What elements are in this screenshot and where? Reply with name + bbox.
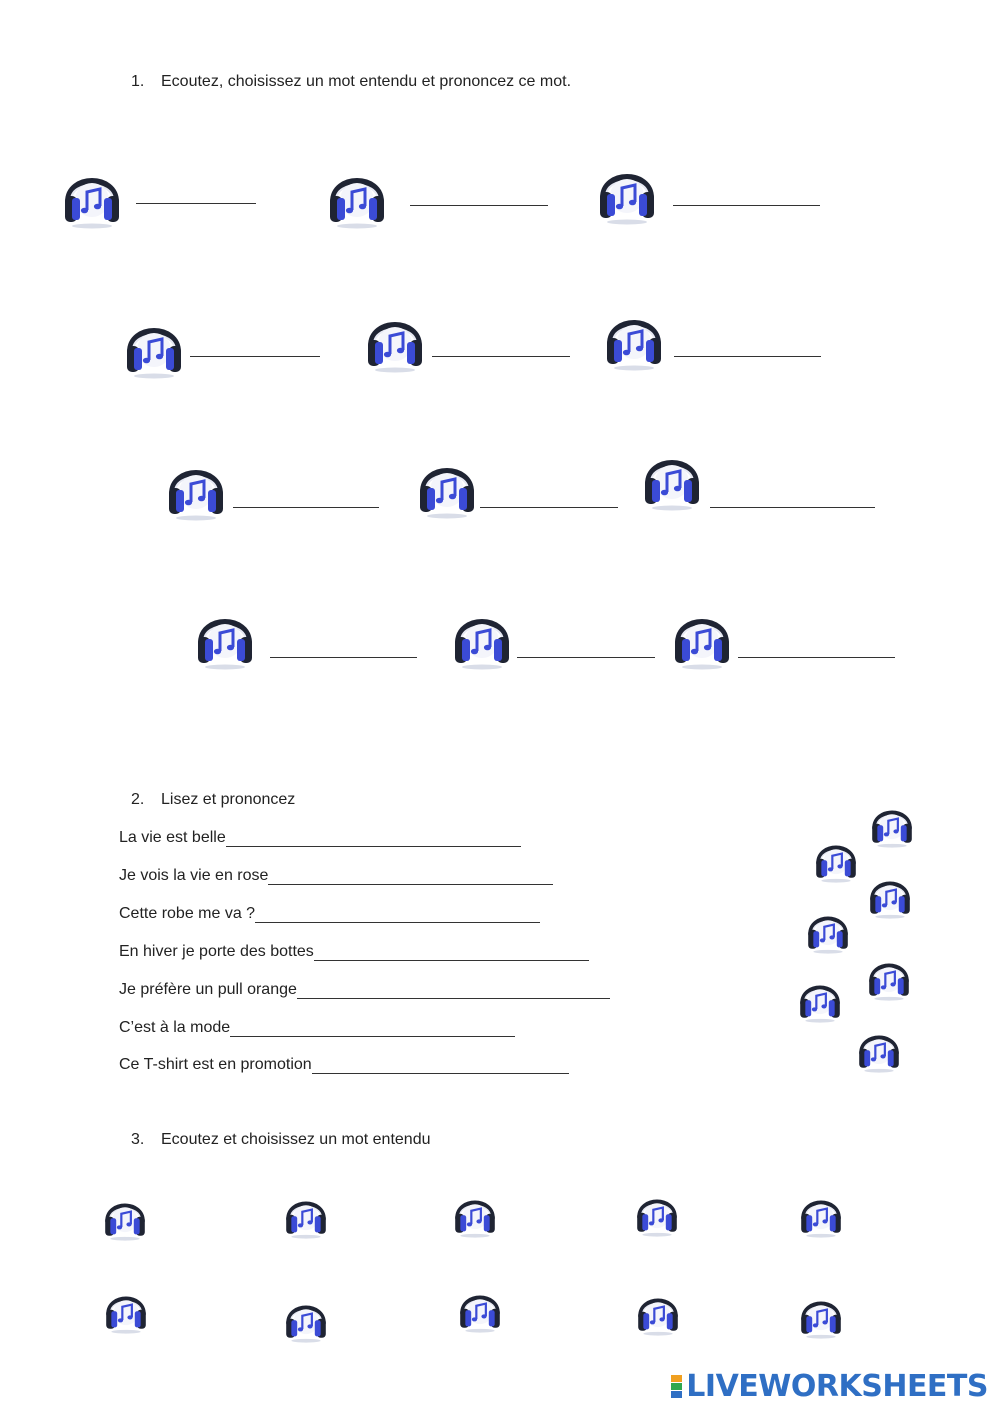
headphones-icon[interactable] (799, 1187, 843, 1239)
exercise-2-heading (131, 791, 295, 809)
sentence-text: Je préfère un pull orange (119, 981, 297, 998)
sentence-row (119, 829, 521, 847)
headphones-icon[interactable] (806, 903, 850, 955)
answer-blank[interactable] (517, 657, 655, 658)
answer-blank[interactable] (673, 205, 820, 206)
exercise-3-heading (131, 1131, 431, 1149)
answer-blank[interactable] (738, 657, 895, 658)
sentence-text: En hiver je porte des bottes (119, 943, 314, 960)
headphones-icon[interactable] (284, 1188, 328, 1240)
headphones-icon[interactable] (458, 1282, 502, 1334)
headphones-icon[interactable] (124, 310, 184, 380)
answer-blank[interactable] (190, 356, 320, 357)
sentence-row (119, 867, 553, 885)
liveworksheets-logo (671, 1369, 988, 1404)
sentence-blank[interactable] (226, 832, 521, 847)
exercise-2-number: 2. (131, 791, 145, 808)
headphones-icon[interactable] (452, 601, 512, 671)
headphones-icon[interactable] (636, 1285, 680, 1337)
headphones-icon[interactable] (672, 601, 732, 671)
logo-text: LIVEWORKSHEETS (686, 1369, 988, 1404)
sentence-blank[interactable] (314, 946, 589, 961)
headphones-icon[interactable] (104, 1283, 148, 1335)
exercise-3-number: 3. (131, 1131, 145, 1148)
headphones-icon[interactable] (798, 972, 842, 1024)
answer-blank[interactable] (233, 507, 379, 508)
sentence-row (119, 905, 540, 923)
headphones-icon[interactable] (870, 797, 914, 849)
answer-blank[interactable] (674, 356, 821, 357)
headphones-icon[interactable] (642, 442, 702, 512)
headphones-icon[interactable] (814, 832, 858, 884)
headphones-icon[interactable] (453, 1187, 497, 1239)
exercise-1-number: 1. (131, 73, 145, 90)
sentence-text: Cette robe me va ? (119, 905, 256, 922)
headphones-icon[interactable] (166, 452, 226, 522)
headphones-icon[interactable] (597, 156, 657, 226)
answer-blank[interactable] (410, 205, 548, 206)
answer-blank[interactable] (432, 356, 570, 357)
headphones-icon[interactable] (284, 1292, 328, 1344)
sentence-row (119, 943, 589, 961)
sentence-text: Ce T-shirt est en promotion (119, 1056, 312, 1073)
headphones-icon[interactable] (867, 950, 911, 1002)
sentence-blank[interactable] (268, 870, 553, 885)
headphones-icon[interactable] (62, 160, 122, 230)
headphones-icon[interactable] (604, 302, 664, 372)
sentence-blank[interactable] (230, 1022, 515, 1037)
headphones-icon[interactable] (857, 1022, 901, 1074)
sentence-blank[interactable] (312, 1059, 569, 1074)
answer-blank[interactable] (710, 507, 875, 508)
answer-blank[interactable] (136, 203, 256, 204)
sentence-blank[interactable] (297, 984, 610, 999)
exercise-1-instruction: Ecoutez, choisissez un mot entendu et prononcez ce mot. (161, 73, 572, 90)
exercise-2-instruction: Lisez et prononcez (161, 791, 296, 808)
sentence-row (119, 1056, 569, 1074)
sentence-row (119, 981, 610, 999)
answer-blank[interactable] (480, 507, 618, 508)
answer-blank[interactable] (270, 657, 417, 658)
sentence-blank[interactable] (255, 908, 540, 923)
headphones-icon[interactable] (417, 450, 477, 520)
headphones-icon[interactable] (195, 601, 255, 671)
headphones-icon[interactable] (327, 160, 387, 230)
exercise-3-instruction: Ecoutez et choisissez un mot entendu (161, 1131, 431, 1148)
logo-badge-icon (671, 1375, 682, 1398)
headphones-icon[interactable] (103, 1190, 147, 1242)
sentence-row (119, 1019, 515, 1037)
sentence-text: La vie est belle (119, 829, 226, 846)
headphones-icon[interactable] (635, 1186, 679, 1238)
headphones-icon[interactable] (868, 868, 912, 920)
sentence-text: C’est à la mode (119, 1019, 231, 1036)
sentence-text: Je vois la vie en rose (119, 867, 269, 884)
headphones-icon[interactable] (365, 304, 425, 374)
exercise-1-heading (131, 73, 571, 91)
headphones-icon[interactable] (799, 1288, 843, 1340)
